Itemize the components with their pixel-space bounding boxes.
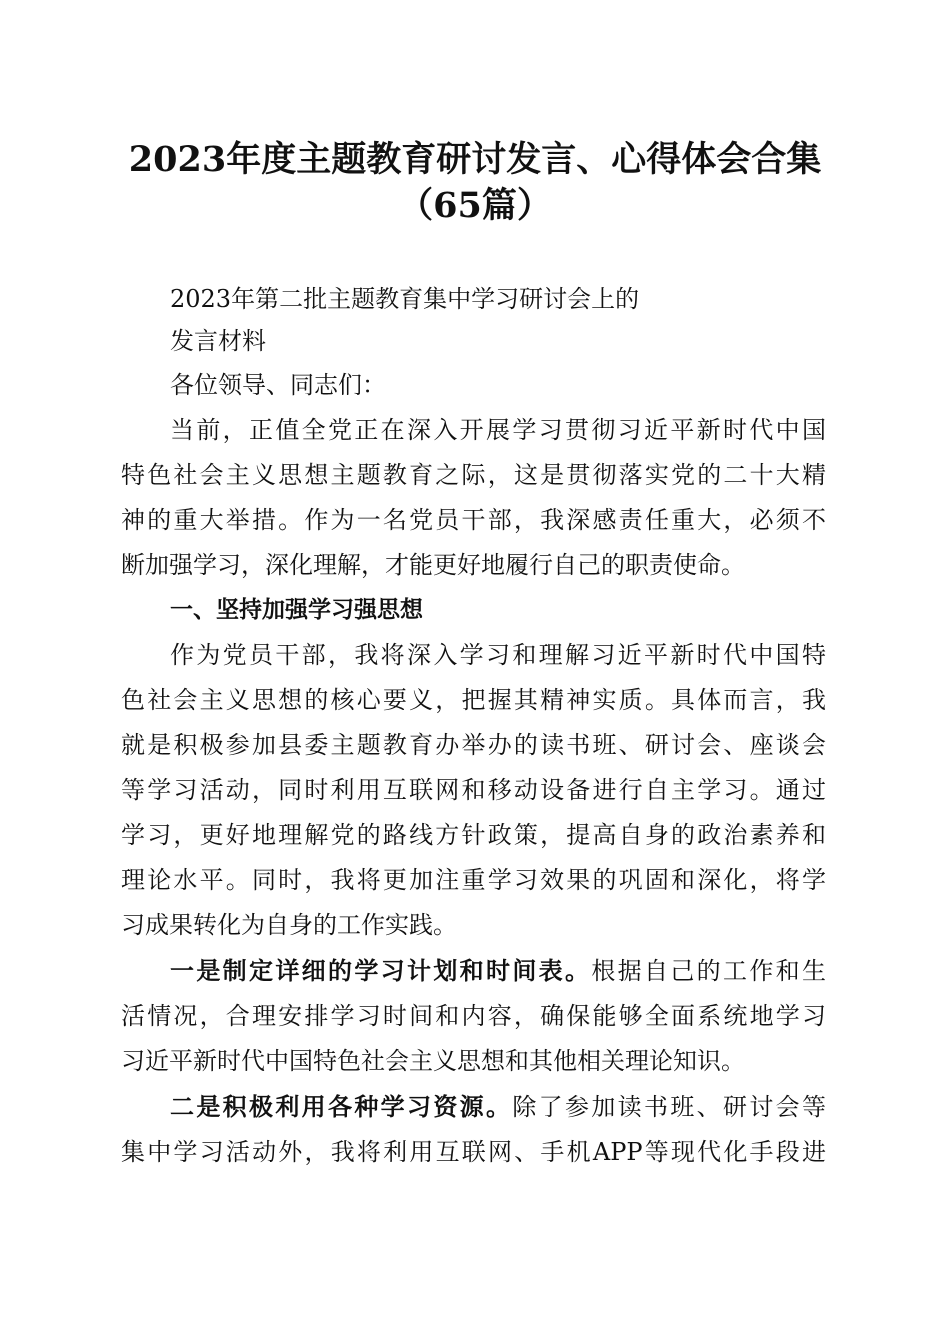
salutation: 各位领导、同志们： — [170, 371, 386, 399]
subtitle-line-1: 2023年第二批主题教育集中学习研讨会上的 — [170, 285, 640, 313]
document-title: 2023年度主题教育研讨发言、心得体会合集 — [128, 139, 822, 180]
point-2-text: 除了参加读书班、研讨会等 — [512, 1093, 827, 1121]
section1-p2-line-1 — [170, 955, 826, 987]
section-heading: 一、坚持加强学习强思想 — [170, 597, 423, 623]
subtitle-line-2: 发言材料 — [170, 327, 266, 355]
section1-p2-line-3: 习近平新时代中国特色社会主义思想和其他相关理论知识。 — [121, 1047, 745, 1075]
intro-line-1: 当前，正值全党正在深入开展学习贯彻习近平新时代中国 — [170, 416, 826, 444]
intro-line-4: 断加强学习，深化理解，才能更好地履行自己的职责使命。 — [121, 551, 745, 579]
section1-p1-line-3: 就是积极参加县委主题教育办举办的读书班、研讨会、座谈会 — [121, 731, 826, 759]
intro-line-3: 神的重大举措。作为一名党员干部，我深感责任重大，必须不 — [121, 506, 826, 534]
section1-p1-line-1: 作为党员干部，我将深入学习和理解习近平新时代中国特 — [170, 641, 826, 669]
point-1-lead: 一是制定详细的学习计划和时间表。 — [170, 956, 592, 985]
section1-p1-line-5: 学习，更好地理解党的路线方针政策，提高自身的政治素养和 — [121, 821, 826, 849]
section1-p3-line-1 — [170, 1091, 826, 1123]
point-2-lead: 二是积极利用各种学习资源。 — [170, 1092, 513, 1121]
section1-p1-line-2: 色社会主义思想的核心要义，把握其精神实质。具体而言，我 — [121, 686, 826, 714]
document-title-count: （65篇） — [398, 185, 552, 226]
point-1-text: 根据自己的工作和生 — [591, 957, 827, 985]
section1-p2-line-2: 活情况，合理安排学习时间和内容，确保能够全面系统地学习 — [121, 1002, 826, 1030]
section1-p1-line-4: 等学习活动，同时利用互联网和移动设备进行自主学习。通过 — [121, 776, 826, 804]
section1-p1-line-6: 理论水平。同时，我将更加注重学习效果的巩固和深化，将学 — [121, 866, 826, 894]
section1-p1-line-7: 习成果转化为自身的工作实践。 — [121, 911, 457, 939]
intro-line-2: 特色社会主义思想主题教育之际，这是贯彻落实党的二十大精 — [121, 461, 826, 489]
section1-p3-line-2: 集中学习活动外，我将利用互联网、手机APP等现代化手段进 — [121, 1138, 826, 1166]
